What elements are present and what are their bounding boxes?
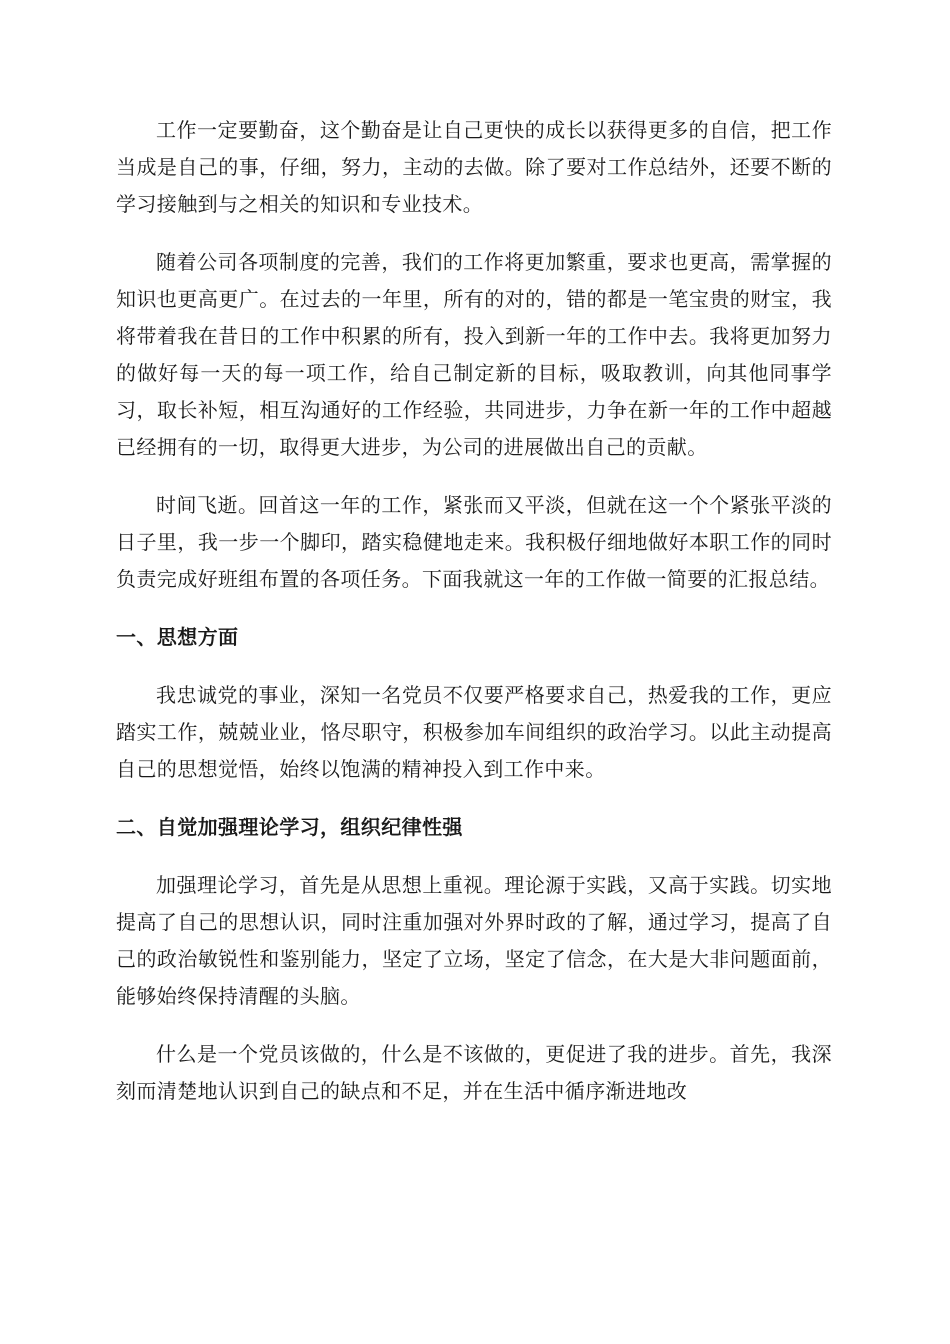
paragraph-diligence: 工作一定要勤奋，这个勤奋是让自己更快的成长以获得更多的自信，把工作当成是自己的事，仔细，努力，主动的去做。除了要对工作总结外，还要不断的学习接触到与之相关的知识和专业技术。 [116,118,832,216]
section-heading-ideology: 一、思想方面 [116,625,239,649]
paragraph-theory-study: 加强理论学习，首先是从思想上重视。理论源于实践，又高于实践。切实地提高了自己的思想认识，同时注重加强对外界时政的了解，通过学习，提高了自己的政治敏锐性和鉴别能力，坚定了立场，坚定了信念，在大是大非问题面前，能够始终保持清醒的头脑。 [116,873,832,1008]
document-body [116,112,832,1131]
paragraph-member-duties: 什么是一个党员该做的，什么是不该做的，更促进了我的进步。首先，我深刻而清楚地认识到自己的缺点和不足，并在生活中循序渐进地改 [116,1042,832,1103]
paragraph-party-loyalty: 我忠诚党的事业，深知一名党员不仅要严格要求自己，热爱我的工作，更应踏实工作，兢兢业业，恪尽职守，积极参加车间组织的政治学习。以此主动提高自己的思想觉悟，始终以饱满的精神投入到工作中来。 [116,683,832,781]
section-heading-theory-study: 二、自觉加强理论学习，组织纪律性强 [116,815,463,839]
paragraph-time-review: 时间飞逝。回首这一年的工作，紧张而又平淡，但就在这一个个紧张平淡的日子里，我一步一个脚印，踏实稳健地走来。我积极仔细地做好本职工作的同时负责完成好班组布置的各项任务。下面我就这一年的工作做一简要的汇报总结。 [116,493,832,591]
paragraph-company-system: 随着公司各项制度的完善，我们的工作将更加繁重，要求也更高，需掌握的知识也更高更广。在过去的一年里，所有的对的，错的都是一笔宝贵的财宝，我将带着我在昔日的工作中积累的所有，投入到新一年的工作中去。我将更加努力的做好每一天的每一项工作，给自己制定新的目标，吸取教训，向其他同事学习，取长补短，相互沟通好的工作经验，共同进步，力争在新一年的工作中超越已经拥有的一切，取得更大进步，为公司的进展做出自己的贡献。 [116,250,832,459]
